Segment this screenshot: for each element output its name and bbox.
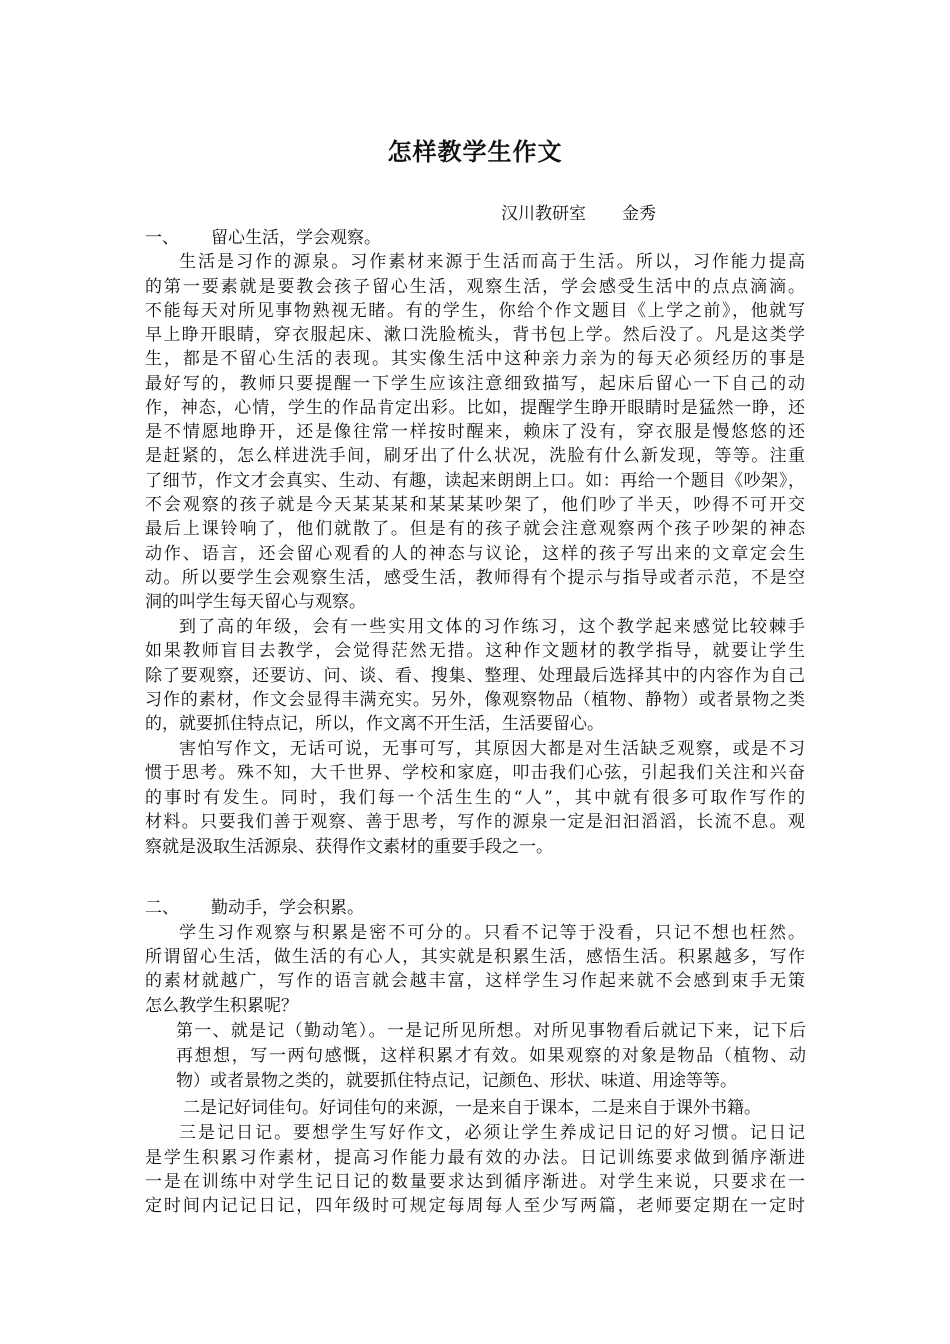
paragraph-line: 不会观察的孩子就是今天某某某和某某某吵架了，他们吵了半天，吵得不可开交 bbox=[145, 495, 805, 515]
paragraph-line: 学生习作观察与积累是密不可分的。只看不记等于没看，只记不想也枉然。 bbox=[179, 923, 805, 943]
paragraph-line: 洞的叫学生每天留心与观察。 bbox=[145, 592, 366, 612]
paragraph-line: 惯于思考。殊不知，大千世界、学校和家庭，叩击我们心弦，引起我们关注和兴奋 bbox=[145, 763, 805, 783]
paragraph-line: 第一、就是记（勤动笔）。一是记所见所想。对所见事物看后就记下来，记下后 bbox=[176, 1021, 806, 1041]
paragraph-line: 材料。只要我们善于观察、善于思考，写作的源泉一定是汩汩滔滔，长流不息。观 bbox=[145, 812, 805, 832]
paragraph-line: 最好写的，教师只要提醒一下学生应该注意细致描写，起床后留心一下自己的动 bbox=[145, 374, 805, 394]
paragraph-line: 的事时有发生。同时，我们每一个活生生的“人”，其中就有很多可取作写作的 bbox=[145, 788, 805, 808]
paragraph-line: 怎么教学生积累呢？ bbox=[145, 996, 298, 1016]
section1-heading-text: 留心生活，学会观察。 bbox=[211, 228, 381, 248]
byline-affiliation: 汉川教研室 bbox=[501, 204, 586, 224]
byline bbox=[501, 203, 656, 225]
document-title: 怎样教学生作文 bbox=[387, 137, 563, 166]
paragraph-line: 害怕写作文，无话可说，无事可写，其原因大都是对生活缺乏观察，或是不习 bbox=[179, 739, 805, 759]
paragraph-line: 的，就要抓住特点记，所以，作文离不开生活，生活要留心。 bbox=[145, 714, 604, 734]
paragraph-line: 作，神态，心情，学生的作品肯定出彩。比如，提醒学生睁开眼睛时是猛然一睁，还 bbox=[145, 398, 805, 418]
paragraph-line: 除了要观察，还要访、问、谈、看、搜集、整理、处理最后选择其中的内容作为自己 bbox=[145, 666, 805, 686]
paragraph-line: 生，都是不留心生活的表现。其实像生活中这种亲力亲为的每天必须经历的事是 bbox=[145, 349, 805, 369]
paragraph-line: 是赶紧的，怎么样进洗手间，刷牙出了什么状况，洗脸有什么新发现，等等。注重 bbox=[145, 446, 805, 466]
paragraph-line: 了细节，作文才会真实、生动、有趣，读起来朗朗上口。如：再给一个题目《吵架》， bbox=[145, 471, 805, 491]
paragraph-line: 三是记日记。要想学生写好作文，必须让学生养成记日记的好习惯。记日记 bbox=[179, 1123, 805, 1143]
paragraph-line: 察就是汲取生活源泉、获得作文素材的重要手段之一。 bbox=[145, 837, 553, 857]
paragraph-line: 是不情愿地睁开，还是像往常一样按时醒来，赖床了没有，穿衣服是慢悠悠的还 bbox=[145, 422, 805, 442]
paragraph-line: 不能每天对所见事物熟视无睹。有的学生，你给个作文题目《上学之前》，他就写 bbox=[145, 301, 805, 321]
paragraph-line: 定时间内记记日记，四年级时可规定每周每人至少写两篇，老师要定期在一定时 bbox=[145, 1196, 805, 1216]
paragraph-line: 的第一要素就是要教会孩子留心生活，观察生活，学会感受生活中的点点滴滴。 bbox=[145, 277, 805, 297]
section1-heading bbox=[145, 226, 381, 250]
paragraph-line: 再想想，写一两句感慨，这样积累才有效。如果观察的对象是物品（植物、动 bbox=[176, 1046, 806, 1066]
paragraph-line: 如果教师盲目去教学，会觉得茫然无措。这种作文题材的教学指导，就要让学生 bbox=[145, 641, 805, 661]
paragraph-line: 物）或者景物之类的，就要抓住特点记，记颜色、形状、味道、用途等等。 bbox=[176, 1071, 737, 1091]
paragraph-line: 习作的素材，作文会显得丰满充实。另外，像观察物品（植物、静物）或者景物之类 bbox=[145, 690, 805, 710]
section2-heading-text: 勤动手，学会积累。 bbox=[211, 898, 364, 918]
paragraph-line: 生活是习作的源泉。习作素材来源于生活而高于生活。所以，习作能力提高 bbox=[179, 252, 805, 272]
paragraph-line: 一是在训练中对学生记日记的数量要求达到循序渐进。对学生来说，只要求在一 bbox=[145, 1172, 805, 1192]
paragraph-line: 早上睁开眼睛，穿衣服起床、漱口洗脸梳头，背书包上学。然后没了。凡是这类学 bbox=[145, 325, 805, 345]
paragraph-line: 的素材就越广，写作的语言就会越丰富，这样学生习作起来就不会感到束手无策 bbox=[145, 971, 805, 991]
paragraph-line: 所谓留心生活，做生活的有心人，其实就是积累生活，感悟生活。积累越多，写作 bbox=[145, 947, 805, 967]
section2-number: 二、 bbox=[145, 898, 179, 918]
byline-author: 金秀 bbox=[622, 204, 656, 224]
paragraph-line: 二是记好词佳句。好词佳句的来源，一是来自于课本，二是来自于课外书籍。 bbox=[183, 1098, 761, 1118]
section2-heading bbox=[145, 896, 364, 920]
paragraph-line: 到了高的年级，会有一些实用文体的习作练习，这个教学起来感觉比较棘手 bbox=[179, 617, 805, 637]
paragraph-line: 最后上课铃响了，他们就散了。但是有的孩子就会注意观察两个孩子吵架的神态 bbox=[145, 519, 805, 539]
paragraph-line: 是学生积累习作素材，提高习作能力最有效的办法。日记训练要求做到循序渐进 bbox=[145, 1148, 805, 1168]
paragraph-line: 动。所以要学生会观察生活，感受生活，教师得有个提示与指导或者示范，不是空 bbox=[145, 568, 805, 588]
paragraph-line: 动作、语言，还会留心观看的人的神态与议论，这样的孩子写出来的文章定会生 bbox=[145, 544, 805, 564]
section1-number: 一、 bbox=[145, 228, 179, 248]
